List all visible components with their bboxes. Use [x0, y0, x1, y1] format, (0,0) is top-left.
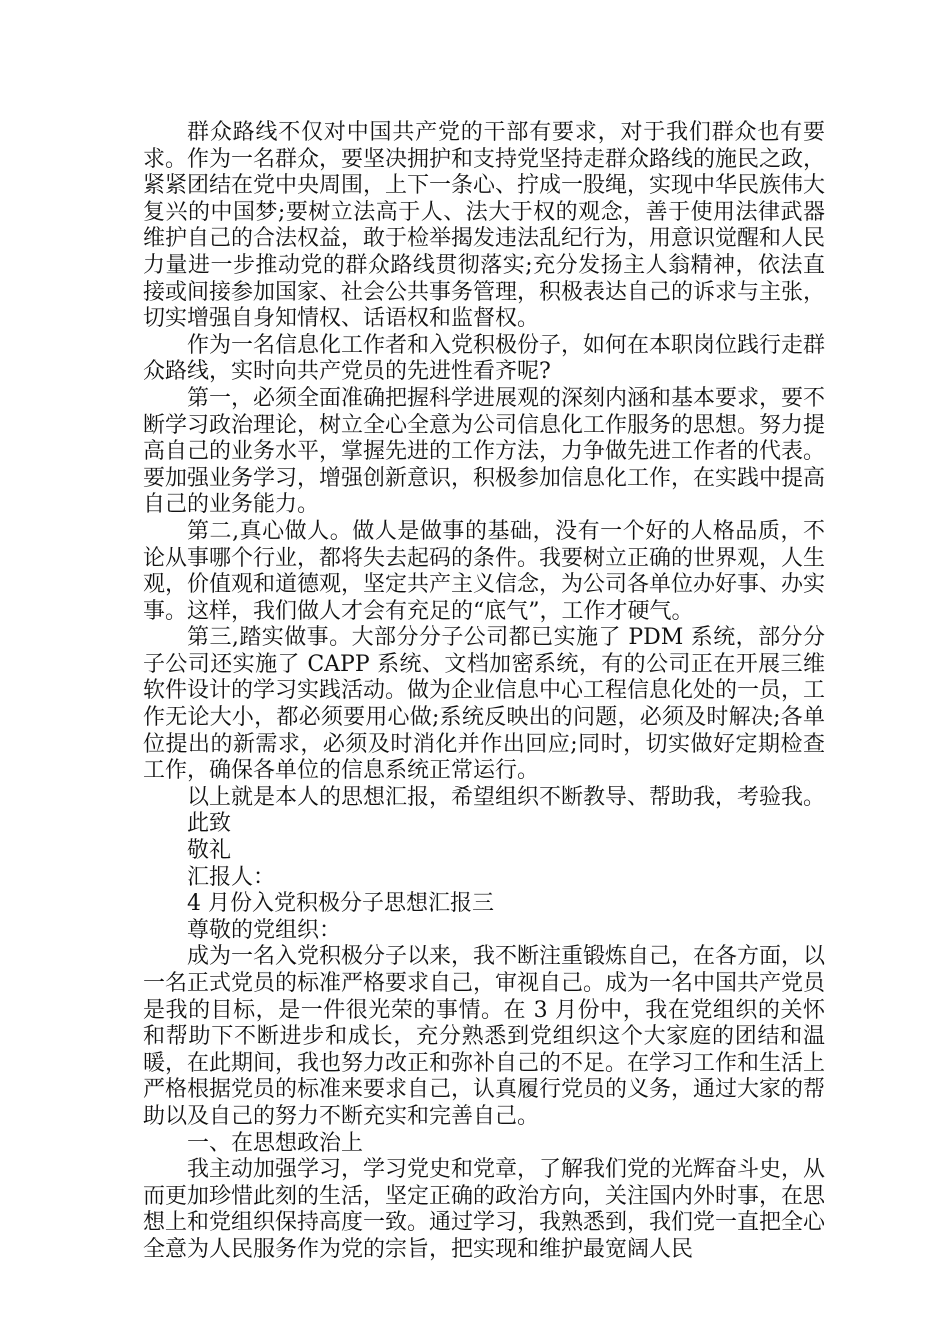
- closing-line: 敬礼: [187, 838, 232, 864]
- paragraph: 作为一名信息化工作者和入党积极份子，如何在本职岗位践行走群众路线，实时向共产党员的先进性看齐呢?: [143, 332, 826, 385]
- paragraph: 第一，必须全面准确把握科学进展观的深刻内涵和基本要求，要不断学习政治理论，树立全心全意为公司信息化工作服务的思想。努力提高自己的业务水平，掌握先进的工作方法，力争做先进工作者的代表。要加强业务学习，增强创新意识，积极参加信息化工作，在实践中提高自己的业务能力。: [143, 385, 826, 518]
- section-title: 4 月份入党积极分子思想汇报三: [187, 891, 494, 917]
- paragraph: 群众路线不仅对中国共产党的干部有要求，对于我们群众也有要求。作为一名群众，要坚决拥护和支持党坚持走群众路线的施民之政，紧紧团结在党中央周围，上下一条心、拧成一股绳，实现中华民族伟大复兴的中国梦;要树立法高于人、法大于权的观念，善于使用法律武器维护自己的合法权益，敢于检举揭发违法乱纪行为，用意识觉醒和人民力量进一步推动党的群众路线贯彻落实;充分发扬主人翁精神，依法直接或间接参加国家、社会公共事务管理，积极表达自己的诉求与主张，切实增强自身知情权、话语权和监督权。: [143, 120, 826, 332]
- paragraph: 第三,踏实做事。大部分分子公司都已实施了 PDM 系统，部分分子公司还实施了 CAPP 系统、文档加密系统，有的公司正在开展三维软件设计的学习实践活动。做为企业信息中心工程信息化处的一员，工作无论大小，都必须要用心做;系统反映出的问题，必须及时解决;各单位提出的新需求，必须及时消化并作出回应;同时，切实做好定期检查工作，确保各单位的信息系统正常运行。: [143, 625, 826, 784]
- closing-line: 此致: [187, 811, 232, 837]
- document-body: [143, 120, 825, 1264]
- paragraph: 成为一名入党积极分子以来，我不断注重锻炼自己，在各方面，以一名正式党员的标准严格要求自己，审视自己。成为一名中国共产党员是我的目标，是一件很光荣的事情。在 3 月份中，我在党组织的关怀和帮助下不断进步和成长，充分熟悉到党组织这个大家庭的团结和温暖，在此期间，我也努力改正和弥补自己的不足。在学习工作和生活上严格根据党员的标准来要求自己，认真履行党员的义务，通过大家的帮助以及自己的努力不断充实和完善自己。: [143, 944, 826, 1129]
- paragraph: 以上就是本人的思想汇报，希望组织不断教导、帮助我，考验我。: [187, 784, 826, 810]
- subheading: 一、在思想政治上: [187, 1130, 364, 1156]
- salutation: 尊敬的党组织：: [187, 917, 342, 943]
- reporter-line: 汇报人：: [187, 864, 276, 890]
- paragraph: 我主动加强学习，学习党史和党章，了解我们党的光辉奋斗史，从而更加珍惜此刻的生活，坚定正确的政治方向，关注国内外时事，在思想上和党组织保持高度一致。通过学习，我熟悉到，我们党一直把全心全意为人民服务作为党的宗旨，把实现和维护最宽阔人民: [143, 1157, 826, 1262]
- paragraph: 第二,真心做人。做人是做事的基础，没有一个好的人格品质，不论从事哪个行业，都将失去起码的条件。我要树立正确的世界观，人生观，价值观和道德观，坚定共产主义信念，为公司各单位办好事、办实事。这样，我们做人才会有充足的“底气”，工作才硬气。: [143, 518, 826, 624]
